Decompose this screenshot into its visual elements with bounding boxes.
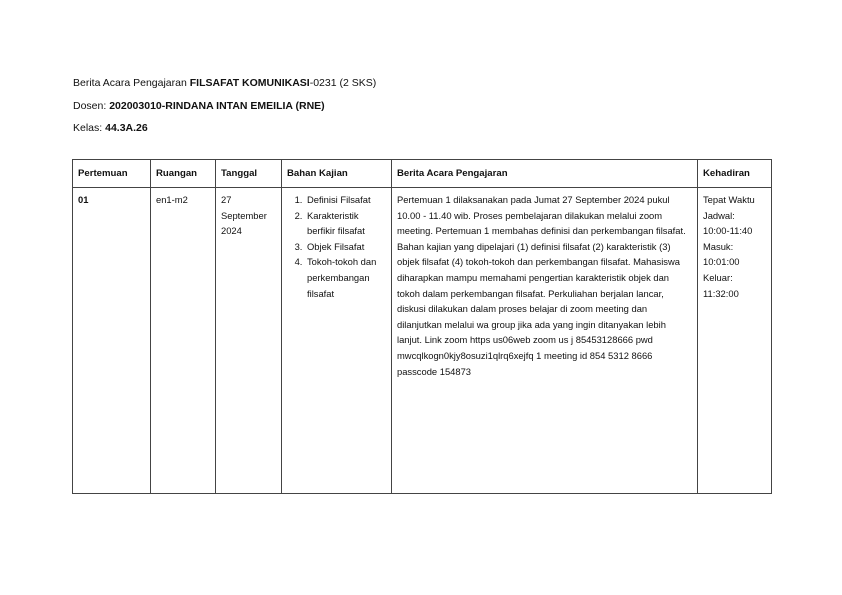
column-header-ruangan: Ruangan — [151, 160, 216, 188]
class-line — [73, 117, 376, 140]
lecturer-prefix: Dosen: — [73, 99, 110, 112]
column-header-pertemuan: Pertemuan — [73, 160, 151, 188]
class-code: 44.3A.26 — [105, 122, 148, 134]
column-header-berita-acara: Berita Acara Pengajaran — [392, 160, 698, 188]
column-header-bahan-kajian: Bahan Kajian — [282, 160, 392, 188]
column-header-tanggal: Tanggal — [216, 160, 282, 188]
cell-ruangan: en1-m2 — [151, 188, 216, 494]
cell-pertemuan: 01 — [73, 188, 151, 494]
schedule-label: Jadwal: — [703, 209, 735, 221]
topic-item: 2. Karakteristik berfikir filsafat — [305, 208, 386, 239]
course-title-prefix: Berita Acara Pengajaran — [73, 77, 190, 89]
cell-kehadiran — [698, 188, 772, 494]
class-prefix: Kelas: — [73, 122, 106, 134]
lecturer-line — [73, 95, 376, 118]
teaching-record-table — [72, 159, 772, 494]
schedule-value: 10:00-11:40 — [703, 225, 753, 237]
topic-item: 4. Tokoh-tokoh dan perkembangan filsafat — [305, 254, 386, 301]
topic-item: 1. Definisi Filsafat — [305, 192, 386, 208]
course-name: FILSAFAT KOMUNIKASI — [189, 77, 310, 89]
course-code: -0231 (2 SKS) — [309, 77, 377, 89]
column-header-kehadiran: Kehadiran — [698, 160, 772, 188]
cell-bahan-kajian — [282, 188, 392, 494]
document-header — [73, 72, 376, 140]
check-out-value: 11:32:00 — [703, 287, 739, 299]
topic-item: 3. Objek Filsafat — [305, 239, 386, 255]
table-header-row — [73, 160, 772, 188]
cell-tanggal: 27 September 2024 — [216, 188, 282, 494]
attendance-status: Tepat Waktu — [703, 194, 755, 205]
check-in-value: 10:01:00 — [703, 256, 740, 268]
course-title — [73, 72, 376, 95]
lecturer-name: 202003010-RINDANA INTAN EMEILIA (RNE) — [109, 99, 325, 112]
topic-list — [287, 192, 386, 301]
check-in-label: Masuk: — [703, 240, 734, 252]
cell-berita-acara: Pertemuan 1 dilaksanakan pada Jumat 27 September 2024 pukul 10.00 - 11.40 wib. Proses pembelajaran dilakukan melalui zoom meeting. Pertemuan 1 membahas definisi dan perkembangan filsafat. Bahan kajian yang dipelajari (1) definisi filsafat (2) karakteristik (3) objek filsafat (4) tokoh-tokoh dan perkembangan filsafat. Mahasiswa diharapkan mampu memahami pengertian karakteristik objek dan tokoh dalam perkembangan filsafat. Perkuliahan berjalan lancar, diskusi dilakukan dalam proses belajar di zoom meeting dan dilanjutkan melalui wa group jika ada yang ingin ditanyakan lebih lanjut. Link zoom https us06web zoom us j 85453128666 pwd mwcqlkogn0kjy8osuzi1qlrq6xejfq 1 meeting id 854 5312 8666 passcode 154873 — [392, 188, 698, 494]
check-out-label: Keluar: — [703, 271, 733, 283]
table-row — [73, 188, 772, 494]
